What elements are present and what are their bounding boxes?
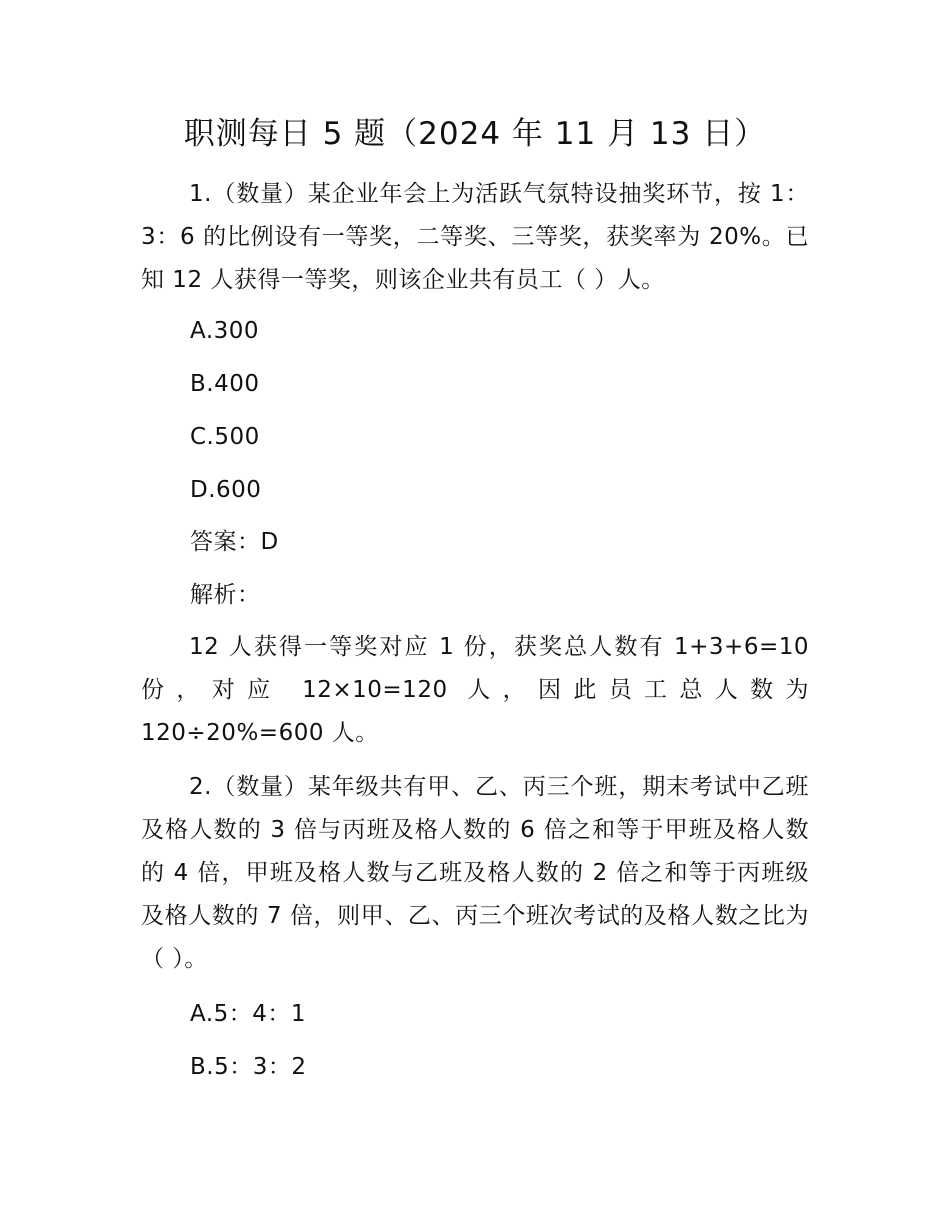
question-2-stem: 2.（数量）某年级共有甲、乙、丙三个班，期末考试中乙班及格人数的 3 倍与丙班及格人数的 6 倍之和等于甲班及格人数的 4 倍，甲班及格人数与乙班及格人数的 2 倍之和等于丙班级及格人数的 7 倍，则甲、乙、丙三个班次考试的及格人数之比为（ ）。 [141,774,809,972]
question-1-option-b: B.400 [190,371,260,397]
question-2-option-b: B.5：3：2 [190,1054,307,1080]
question-1-stem: 1.（数量）某企业年会上为活跃气氛特设抽奖环节，按 1：3：6 的比例设有一等奖，二等奖、三等奖，获奖率为 20%。已知 12 人获得一等奖，则该企业共有员工（ ）人。 [141,181,809,293]
question-2-option-a: A.5：4：1 [190,1001,307,1027]
question-1-analysis-label: 解析： [190,582,261,608]
question-1-option-c: C.500 [190,424,260,450]
question-1-answer: 答案：D [190,529,279,555]
question-1-option-a: A.300 [190,318,260,344]
question-1-option-d: D.600 [190,477,262,503]
document-title: 职测每日 5 题（2024 年 11 月 13 日） [183,116,767,152]
question-1-analysis: 12 人获得一等奖对应 1 份，获奖总人数有 1+3+6=10 份，对应 12×10=120 人，因此员工总人数为 120÷20%=600 人。 [141,634,809,746]
